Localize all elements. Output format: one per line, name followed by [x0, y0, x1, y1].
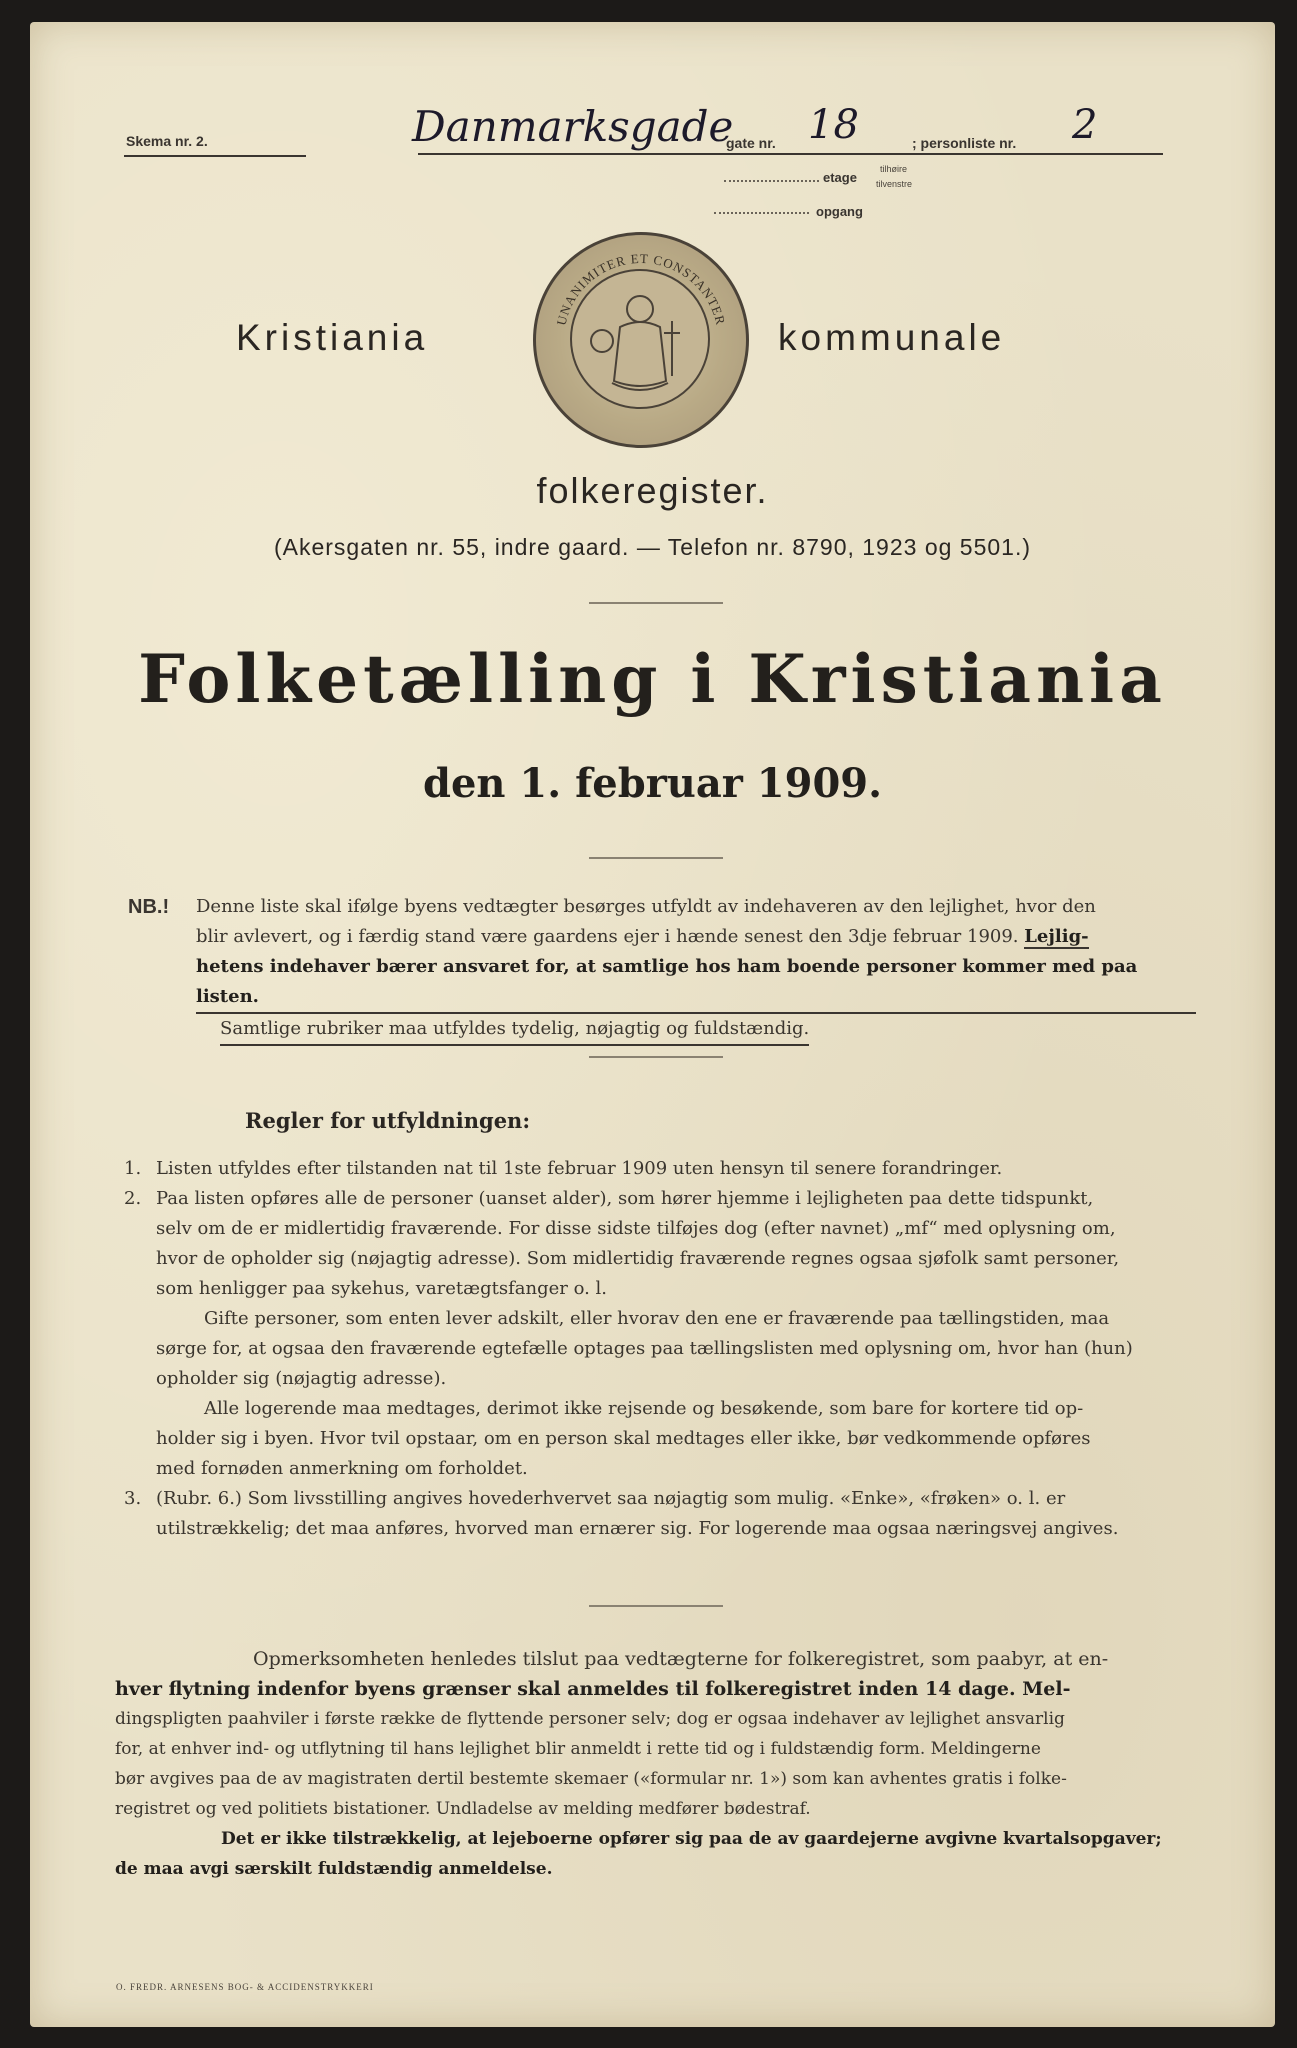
rule-3-line-1: (Rubr. 6.) Som livsstilling angives hovederhvervet saa nøjagtig som mulig. «Enke», «frøken» o. l. er: [156, 1488, 1066, 1509]
opgang-label: opgang: [816, 204, 863, 219]
kristiania-word: Kristiania: [236, 317, 429, 358]
personliste-number: 2: [1072, 102, 1098, 148]
rule-item-1: [124, 1154, 1190, 1184]
rule-number-1: 1.: [124, 1158, 142, 1179]
nb-line-2: [196, 922, 1196, 952]
rules-list: [124, 1154, 1190, 1544]
notice-line-3: dingspligten paahviler i første række de flyttende personer selv; dog er ogsaa indehaver av lejlighet ansvarlig: [115, 1709, 1065, 1729]
notice-line-8: de maa avgi særskilt fuldstændig anmeldelse.: [115, 1859, 553, 1879]
seal-figure-icon: [572, 271, 708, 407]
rule-number-3: 3.: [124, 1488, 142, 1509]
title-date: den 1. februar 1909.: [422, 760, 883, 807]
nb-line-4: Samtlige rubriker maa utfyldes tydelig, nøjagtig og fuldstændig.: [220, 1014, 809, 1046]
schema-label: Skema nr. 2.: [126, 133, 208, 149]
rule-item-3: [124, 1484, 1190, 1544]
printer-imprint: O. FREDR. ARNESENS BOG- & ACCIDENSTRYKKERI: [116, 1982, 374, 1992]
rule-2b-line-3: opholder sig (nøjagtig adresse).: [156, 1368, 447, 1389]
office-name: folkeregister.: [536, 470, 769, 511]
rule-item-2b: [156, 1304, 1190, 1394]
rule-2-line-2: selv om de er midlertidig fraværende. For disse sidste tilføjes dog (efter navnet) „mf“ med oplysning om,: [156, 1218, 1116, 1239]
opgang-dots: [714, 212, 809, 214]
schema-underline: [124, 155, 306, 157]
rule-1-line-1: Listen utfyldes efter tilstanden nat til 1ste februar 1909 uten hensyn til senere forandringer.: [156, 1158, 1003, 1179]
rule-2c-line-3: med fornøden anmerkning om forholdet.: [156, 1458, 528, 1479]
seal-ring-top: UNANIMITER ET CONSTANTER: [553, 250, 729, 327]
nb-paragraph: [196, 892, 1196, 1046]
divider-3: [589, 1056, 723, 1058]
nb-line-1: Denne liste skal ifølge byens vedtægter besørges utfyldt av indehaveren av den lejlighet, hvor den: [196, 896, 1096, 917]
notice-line-2: hver flytning indenfor byens grænser skal anmeldes til folkeregistret inden 14 dage. Mel-: [115, 1678, 1071, 1700]
rule-2-line-1: Paa listen opføres alle de personer (uanset alder), som hører hjemme i lejligheten paa dette tidspunkt,: [156, 1188, 1094, 1209]
rule-2b-line-1: Gifte personer, som enten lever adskilt, eller hvorav den ene er fraværende paa tællingstiden, maa: [204, 1308, 1110, 1329]
notice-line-6: registret og ved politiets bistationer. Undladelse av melding medfører bødestraf.: [115, 1799, 811, 1819]
rule-3-line-2: utilstrækkelig; det maa anføres, hvorved man ernærer sig. For logerende maa ogsaa næringsvej angives.: [156, 1518, 1119, 1539]
nb-label: NB.!: [128, 896, 170, 918]
address-line: [418, 153, 1163, 155]
gate-label: gate nr.: [726, 135, 776, 151]
tilvenstre-label: tilvenstre: [876, 179, 913, 189]
gate-number: 18: [808, 102, 859, 148]
rule-2c-line-2: holder sig i byen. Hvor tvil opstaar, om en person skal medtages eller ikke, bør vedkommende opføres: [156, 1428, 1091, 1449]
notice-line-1: Opmerksomheten henledes tilslut paa vedtægterne for folkeregistret, som paabyr, at en-: [253, 1648, 1109, 1670]
kommunale-word: kommunale: [778, 317, 1006, 358]
rule-2-line-3: hvor de opholder sig (nøjagtig adresse). Som midlertidig fraværende regnes ogsaa sjøfolk samt personer,: [156, 1248, 1120, 1269]
etage-dots: [724, 180, 819, 182]
main-title: Folketælling i Kristiania: [138, 640, 1167, 718]
rules-heading: Regler for utfyldningen:: [245, 1108, 531, 1133]
notice-line-7: Det er ikke tilstrækkelig, at lejeboerne opfører sig paa de av gaardejerne avgivne kvartalsopgaver;: [221, 1829, 1162, 1849]
census-form-sheet: [30, 22, 1275, 2027]
nb-line-3: hetens indehaver bærer ansvaret for, at samtlige hos ham boende personer kommer med paa listen.: [196, 952, 1196, 1014]
rule-2b-line-2: sørge for, at ogsaa den fraværende egtefælle optages paa tællingslisten med oplysning om, hvor han (hun): [156, 1338, 1133, 1359]
notice-paragraph: [115, 1644, 1195, 1884]
tilhoire-label: tilhøire: [880, 164, 908, 174]
rule-2-line-4: som henligger paa sykehus, varetægtsfanger o. l.: [156, 1278, 608, 1299]
office-address: (Akersgaten nr. 55, indre gaard. — Telefon nr. 8790, 1923 og 5501.): [273, 534, 1032, 560]
street-handwritten: Danmarksgade: [412, 102, 734, 151]
rule-number-2: 2.: [124, 1188, 142, 1209]
divider-1: [589, 602, 723, 604]
rule-2c-line-1: Alle logerende maa medtages, derimot ikke rejsende og besøkende, som bare for kortere tid op-: [204, 1398, 1084, 1419]
divider-2: [589, 857, 723, 859]
divider-4: [589, 1605, 723, 1607]
city-seal: [533, 232, 749, 448]
rule-item-2c: [156, 1394, 1190, 1484]
seal-center: [570, 269, 710, 409]
nb-line-2a: blir avlevert, og i færdig stand være gaardens ejer i hænde senest den 3dje februar 1909.: [196, 926, 1019, 947]
etage-label: etage: [823, 170, 857, 185]
notice-line-5: bør avgives paa de av magistraten dertil bestemte skemaer («formular nr. 1») som kan avhentes gratis i folke-: [115, 1769, 1067, 1789]
rule-item-2: [124, 1184, 1190, 1304]
personliste-label: ; personliste nr.: [912, 135, 1017, 151]
notice-line-4: for, at enhver ind- og utflytning til hans lejlighet blir anmeldt i rette tid og i fuldstændig form. Meldingerne: [115, 1739, 1041, 1759]
nb-line-2b: Lejlig-: [1024, 926, 1089, 947]
